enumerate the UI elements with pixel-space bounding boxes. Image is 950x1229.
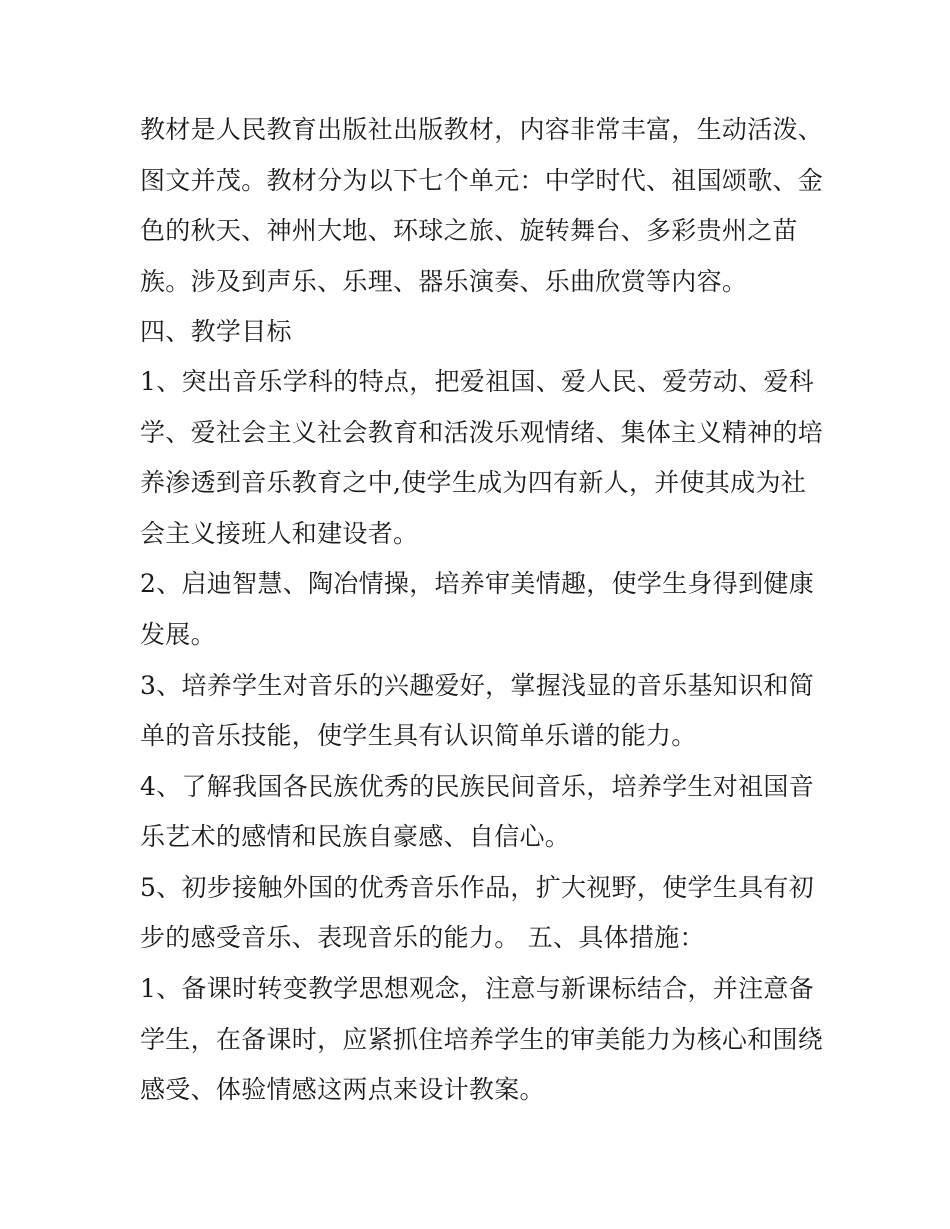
text-line: 5、初步接触外国的优秀音乐作品，扩大视野，使学生具有初: [140, 873, 815, 902]
text-line: 养渗透到音乐教育之中,使学生成为四有新人，并使其成为社: [140, 468, 807, 497]
text-line: 感受、体验情感这两点来设计教案。: [140, 1075, 545, 1104]
text-line: 图文并茂。教材分为以下七个单元：中学时代、祖国颂歌、金: [140, 166, 824, 195]
section-heading: 四、教学目标: [140, 317, 292, 346]
text-line: 乐艺术的感情和民族自豪感、自信心。: [140, 822, 571, 851]
text-line: 发展。: [140, 620, 216, 649]
text-line: 单的音乐技能，使学生具有认识简单乐谱的能力。: [140, 721, 697, 750]
text-line: 2、启迪智慧、陶冶情操，培养审美情趣，使学生身得到健康: [140, 569, 815, 598]
text-line: 1、突出音乐学科的特点，把爱祖国、爱人民、爱劳动、爱科: [140, 367, 815, 396]
text-line: 4、了解我国各民族优秀的民族民间音乐，培养学生对祖国音: [140, 772, 815, 801]
text-line: 会主义接班人和建设者。: [140, 519, 419, 548]
text-line: 步的感受音乐、表现音乐的能力。 五、具体措施：: [140, 923, 705, 952]
text-line: 族。涉及到声乐、乐理、器乐演奏、乐曲欣赏等内容。: [140, 267, 748, 296]
text-line: 学、爱社会主义社会教育和活泼乐观情绪、集体主义精神的培: [140, 418, 824, 447]
text-line: 1、备课时转变教学思想观念，注意与新课标结合，并注意备: [140, 974, 815, 1003]
text-line: 学生，在备课时，应紧抓住培养学生的审美能力为核心和围绕: [140, 1025, 824, 1054]
text-line: 3、培养学生对音乐的兴趣爱好，掌握浅显的音乐基知识和简: [140, 671, 815, 700]
text-line: 色的秋天、神州大地、环球之旅、旋转舞台、多彩贵州之苗: [140, 216, 798, 245]
text-line: 教材是人民教育出版社出版教材，内容非常丰富，生动活泼、: [140, 115, 824, 144]
